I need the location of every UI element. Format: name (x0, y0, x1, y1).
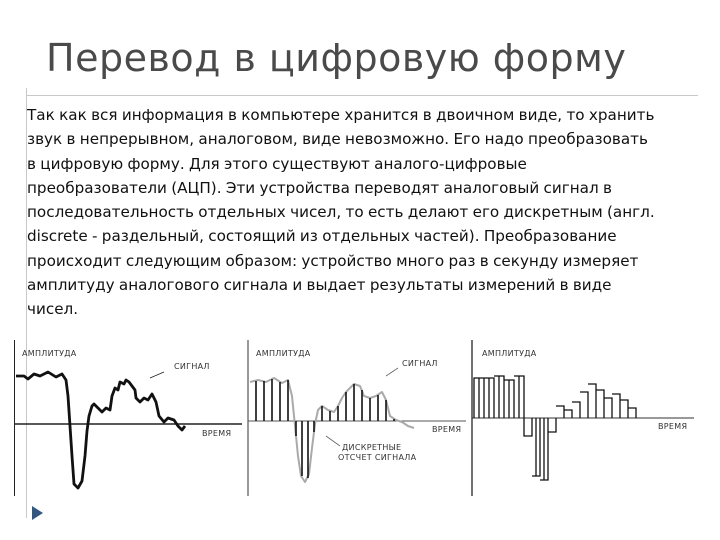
paragraph-line: чисел. (27, 300, 79, 319)
paragraph-line: в цифровую форму. Для этого существуют аналого-цифровые (27, 154, 527, 173)
samples-pointer (326, 436, 340, 446)
paragraph-line: звук в непрерывном, аналоговом, виде невозможно. Его надо преобразовать (27, 130, 648, 149)
paragraph-line: преобразователи (АЦП). Эти устройства переводят аналоговый сигнал в (27, 178, 612, 197)
samples-label: ОТСЧЕТ СИГНАЛА (338, 453, 417, 462)
analog-signal-graph (14, 336, 244, 496)
x-axis-label: ВРЕМЯ (202, 429, 232, 438)
slide-paragraph (27, 103, 695, 322)
sample-points (479, 376, 544, 480)
analog-signal-curve (16, 372, 185, 488)
signal-label: СИГНАЛ (402, 359, 438, 368)
paragraph-line: последовательность отдельных чисел, то есть делают его дискретным (англ. (27, 203, 655, 222)
signal-pointer (386, 368, 398, 376)
sample-bars (256, 379, 394, 478)
sampled-signal-curve (250, 378, 414, 482)
triangle-right-icon[interactable] (32, 506, 43, 520)
paragraph-line: амплитуду аналогового сигнала и выдает результаты измерений в виде (27, 276, 612, 295)
y-axis-label: АМПЛИТУДА (482, 349, 537, 358)
signal-pointer (150, 372, 164, 378)
x-axis-label: ВРЕМЯ (658, 422, 688, 431)
paragraph-line: происходит следующим образом: устройство много раз в секунду измеряет (27, 251, 639, 270)
title-divider (26, 95, 698, 96)
signal-label: СИГНАЛ (174, 362, 210, 371)
samples-label: ДИСКРЕТНЫЕ (342, 443, 402, 452)
sampled-signal-graph (246, 336, 468, 496)
y-axis-label: АМПЛИТУДА (256, 349, 311, 358)
paragraph-line: discrete - раздельный, состоящий из отдельных частей). Преобразование (27, 227, 617, 246)
slide-title: Перевод в цифровую форму (46, 36, 627, 80)
digital-signal-graph (470, 336, 696, 496)
paragraph-line: Так как вся информация в компьютере хранится в двоичном виде, то хранить (27, 106, 655, 124)
x-axis-label: ВРЕМЯ (432, 425, 462, 434)
digital-signal-steps (474, 376, 636, 480)
y-axis-label: АМПЛИТУДА (22, 349, 77, 358)
